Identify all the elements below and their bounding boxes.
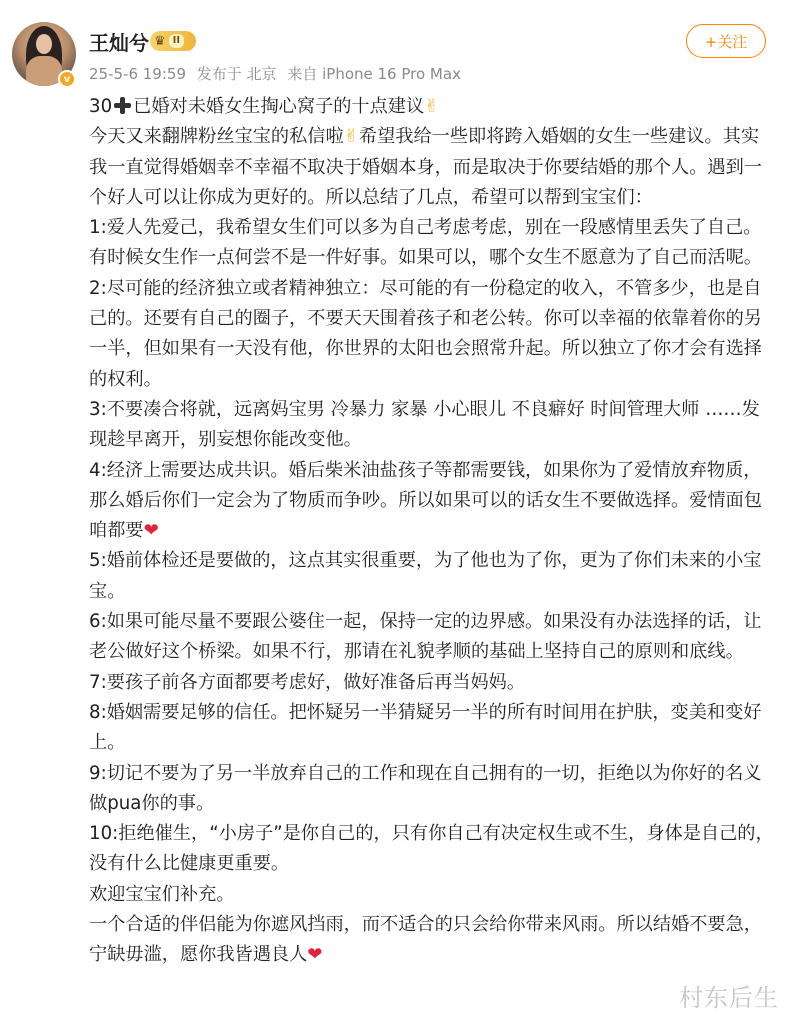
post-title: 30 已婚对未婚女生掏心窝子的十点建议✌	[89, 96, 440, 117]
level-label: II	[169, 34, 184, 48]
victory-hand-icon: ✌	[343, 126, 359, 148]
member-level-badge[interactable]	[150, 31, 196, 51]
watermark: 村东后生	[679, 984, 779, 1012]
heart-icon: ❤	[143, 520, 159, 542]
avatar-face	[36, 34, 52, 54]
closing-line-1: 欢迎宝宝们补充。	[89, 883, 235, 905]
tip-6: 6:如果可能尽量不要跟公婆住一起，保持一定的边界感。如果没有办法选择的话，让老公做好这个桥梁。如果不行，那请在礼貌孝顺的基础上坚持自己的原则和底线。	[89, 611, 762, 663]
tip-5: 5:婚前体检还是要做的，这点其实很重要，为了他也为了你，更为了你们未来的小宝宝。	[89, 550, 762, 602]
tip-10: 10:拒绝催生，“小房子”是你自己的，只有你自己有决定权生或不生，身体是自己的，没有什么比健康更重要。	[89, 823, 774, 875]
victory-hand-icon: ✌	[424, 96, 440, 117]
post-source: 来自 iPhone 16 Pro Max	[287, 65, 461, 83]
post-meta	[89, 63, 467, 84]
author-name[interactable]: 王灿兮	[89, 31, 149, 55]
tip-8: 8:婚姻需要足够的信任。把怀疑另一半猜疑另一半的所有时间用在护肤，变美和变好上。	[89, 701, 762, 754]
verified-badge-icon: v	[58, 70, 76, 88]
tip-2: 2:尽可能的经济独立或者精神独立：尽可能的有一份稳定的收入，不管多少，也是自己的。还要有自己的圈子，不要天天围着孩子和老公转。你可以幸福的依靠着你的另一半，但如果有一天没有他，你世界的太阳也会照常升起。所以独立了你才会有选择的权利。	[89, 277, 762, 390]
tip-1: 1:爱人先爱己，我希望女生们可以多为自己考虑考虑，别在一段感情里丢失了自己。有时候女生作一点何尝不是一件好事。如果可以，哪个女生不愿意为了自己而活呢。	[89, 217, 762, 269]
post-intro: 今天又来翻牌粉丝宝宝的私信啦✌希望我给一些即将跨入婚姻的女生一些建议。其实我一直觉得婚姻幸不幸福不取决于婚姻本身，而是取决于你要结婚的那个人。遇到一个好人可以让你成为更好的。所以总结了几点，希望可以帮到宝宝们：	[89, 126, 762, 208]
tip-9: 9:切记不要为了另一半放弃自己的工作和现在自己拥有的一切，拒绝以为你好的名义做pua你的事。	[89, 762, 762, 814]
post-location: 发布于 北京	[196, 65, 277, 83]
plus-icon	[113, 96, 132, 115]
tip-7: 7:要孩子前各方面都要考虑好，做好准备后再当妈妈。	[89, 671, 526, 693]
closing-line-2: 一个合适的伴侣能为你遮风挡雨，而不适合的只会给你带来风雨。所以结婚不要急，宁缺毋滥，愿你我皆遇良人❤	[89, 914, 762, 966]
heart-icon: ❤	[307, 944, 323, 966]
post-date[interactable]: 25-5-6 19:59	[89, 65, 186, 83]
tip-3: 3:不要凑合将就，远离妈宝男 冷暴力 家暴 小心眼儿 不良癖好 时间管理大师 ……发现趁早离开，别妄想你能改变他。	[89, 398, 760, 451]
tip-4: 4:经济上需要达成共识。婚后柴米油盐孩子等都需要钱，如果你为了爱情放弃物质，那么婚后你们一定会为了物质而争吵。所以如果可以的话女生不要做选择。爱情面包咱都要❤	[89, 459, 762, 542]
avatar-body	[26, 56, 62, 86]
post-content	[89, 92, 775, 971]
crown-icon: ♛	[154, 33, 166, 49]
follow-button[interactable]: +关注	[686, 24, 766, 58]
